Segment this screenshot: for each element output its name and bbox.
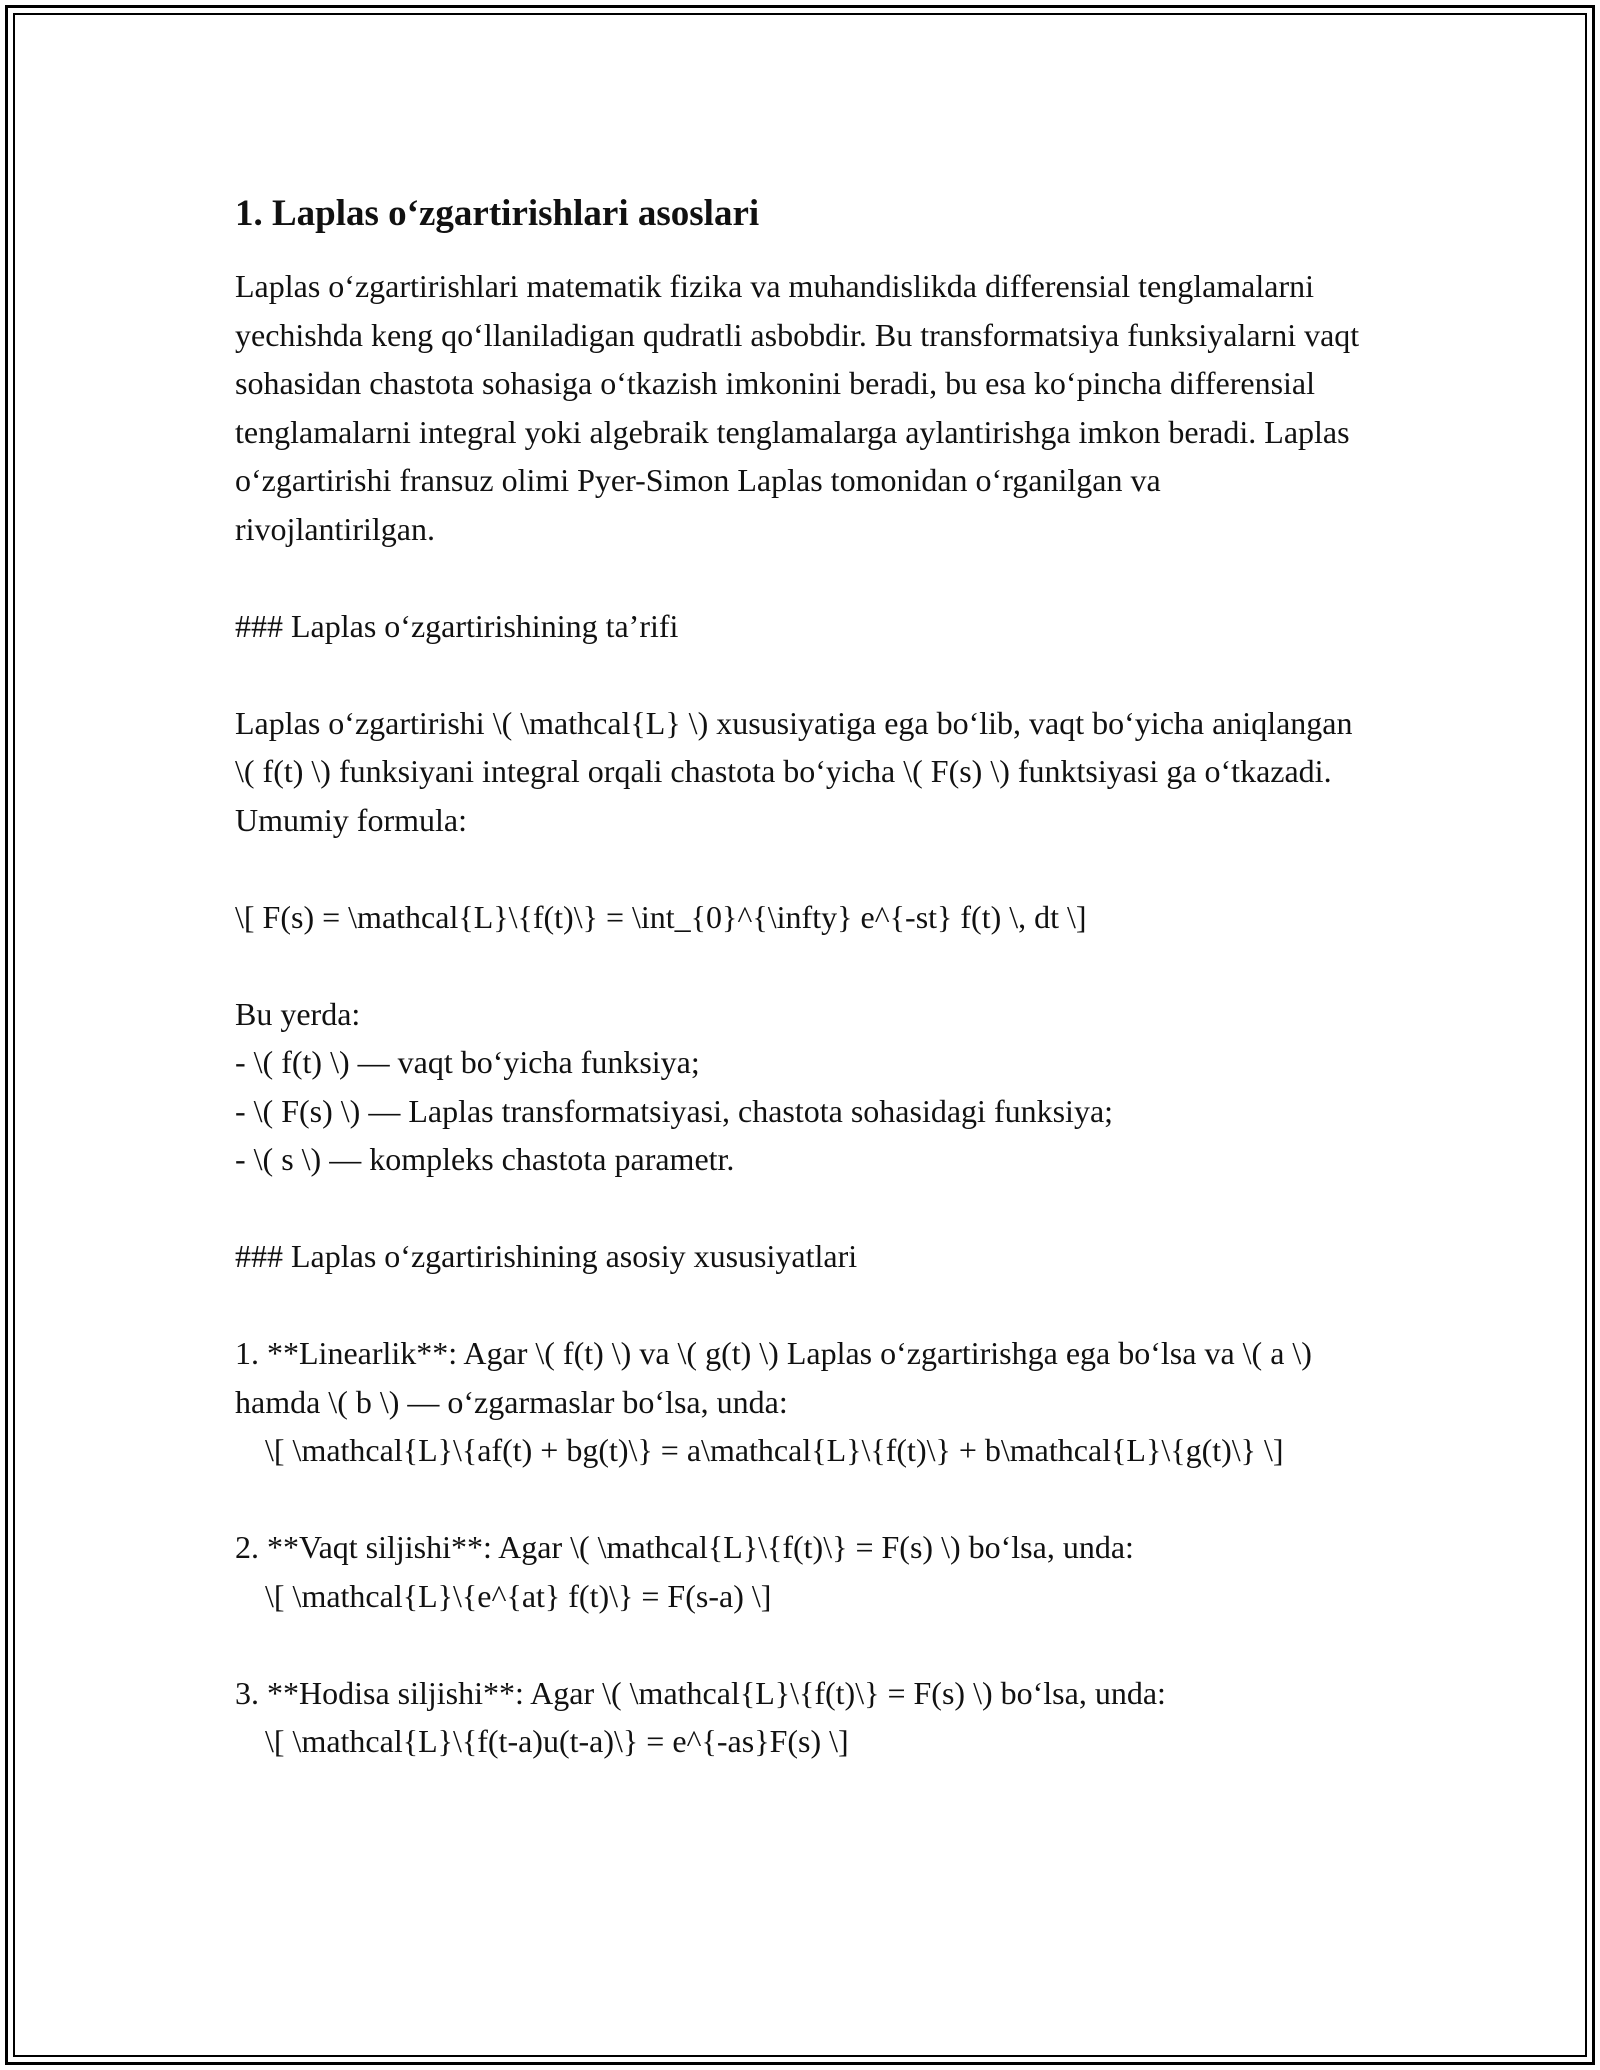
property-statement: 2. **Vaqt siljishi**: Agar \( \mathcal{L}\{f(t)\} = F(s) \) bo‘lsa, unda: [235,1529,1134,1565]
property-item [235,1329,1360,1475]
where-item: - \( f(t) \) — vaqt bo‘yicha funksiya; [235,1044,700,1080]
definition-heading: ### Laplas o‘zgartirishining ta’rifi [235,607,679,644]
where-block [235,990,1360,1184]
definition-paragraph: Laplas o‘zgartirishi \( \mathcal{L} \) xususiyatiga ega bo‘lib, vaqt bo‘yicha aniqlangan \( f(t) \) funksiyani integral orqali chastota bo‘yicha \( F(s) \) funktsiyasi ga o‘tkazadi. Umumiy formula: [235,704,1361,838]
properties-heading: ### Laplas o‘zgartirishining asosiy xususiyatlari [235,1238,858,1274]
intro-paragraph: Laplas o‘zgartirishlari matematik fizika va muhandislikda differensial tenglamalarni yechishda keng qo‘llaniladigan qudratli asbobdir. Bu transformatsiya funksiyalarni vaqt sohasidan chastota sohasiga o‘tkazish imkonini beradi, bu esa ko‘pincha differensial tenglamalarni integral yoki algebraik tenglamalarga aylantirishga imkon beradi. Laplas o‘zgartirishi fransuz olimi Pyer-Simon Laplas tomonidan o‘rganilgan va rivojlantirilgan. [235,268,1368,547]
section-title: 1. Laplas o‘zgartirishlari asoslari [235,193,760,234]
property-statement: 3. **Hodisa siljishi**: Agar \( \mathcal{L}\{f(t)\} = F(s) \) bo‘lsa, unda: [235,1674,1166,1711]
property-formula: \[ \mathcal{L}\{af(t) + bg(t)\} = a\mathcal{L}\{f(t)\} + b\mathcal{L}\{g(t)\} \] [265,1432,1284,1468]
property-item [235,1523,1360,1620]
property-formula: \[ \mathcal{L}\{f(t-a)u(t-a)\} = e^{-as}F(s) \] [265,1723,849,1759]
property-formula: \[ \mathcal{L}\{e^{at} f(t)\} = F(s-a) \] [265,1577,772,1614]
where-item: - \( F(s) \) — Laplas transformatsiyasi, chastota sohasidagi funksiya; [235,1092,1114,1129]
where-item: - \( s \) — kompleks chastota parametr. [235,1141,735,1177]
property-statement: 1. **Linearlik**: Agar \( f(t) \) va \( g(t) \) Laplas o‘zgartirishga ega bo‘lsa va \( a \) hamda \( b \) — o‘zgarmaslar bo‘lsa, unda: [235,1335,1320,1420]
property-item [235,1669,1360,1766]
where-label: Bu yerda: [235,995,361,1032]
main-formula: \[ F(s) = \mathcal{L}\{f(t)\} = \int_{0}^{\infty} e^{-st} f(t) \, dt \] [235,898,1087,935]
document-body [235,188,1368,1766]
